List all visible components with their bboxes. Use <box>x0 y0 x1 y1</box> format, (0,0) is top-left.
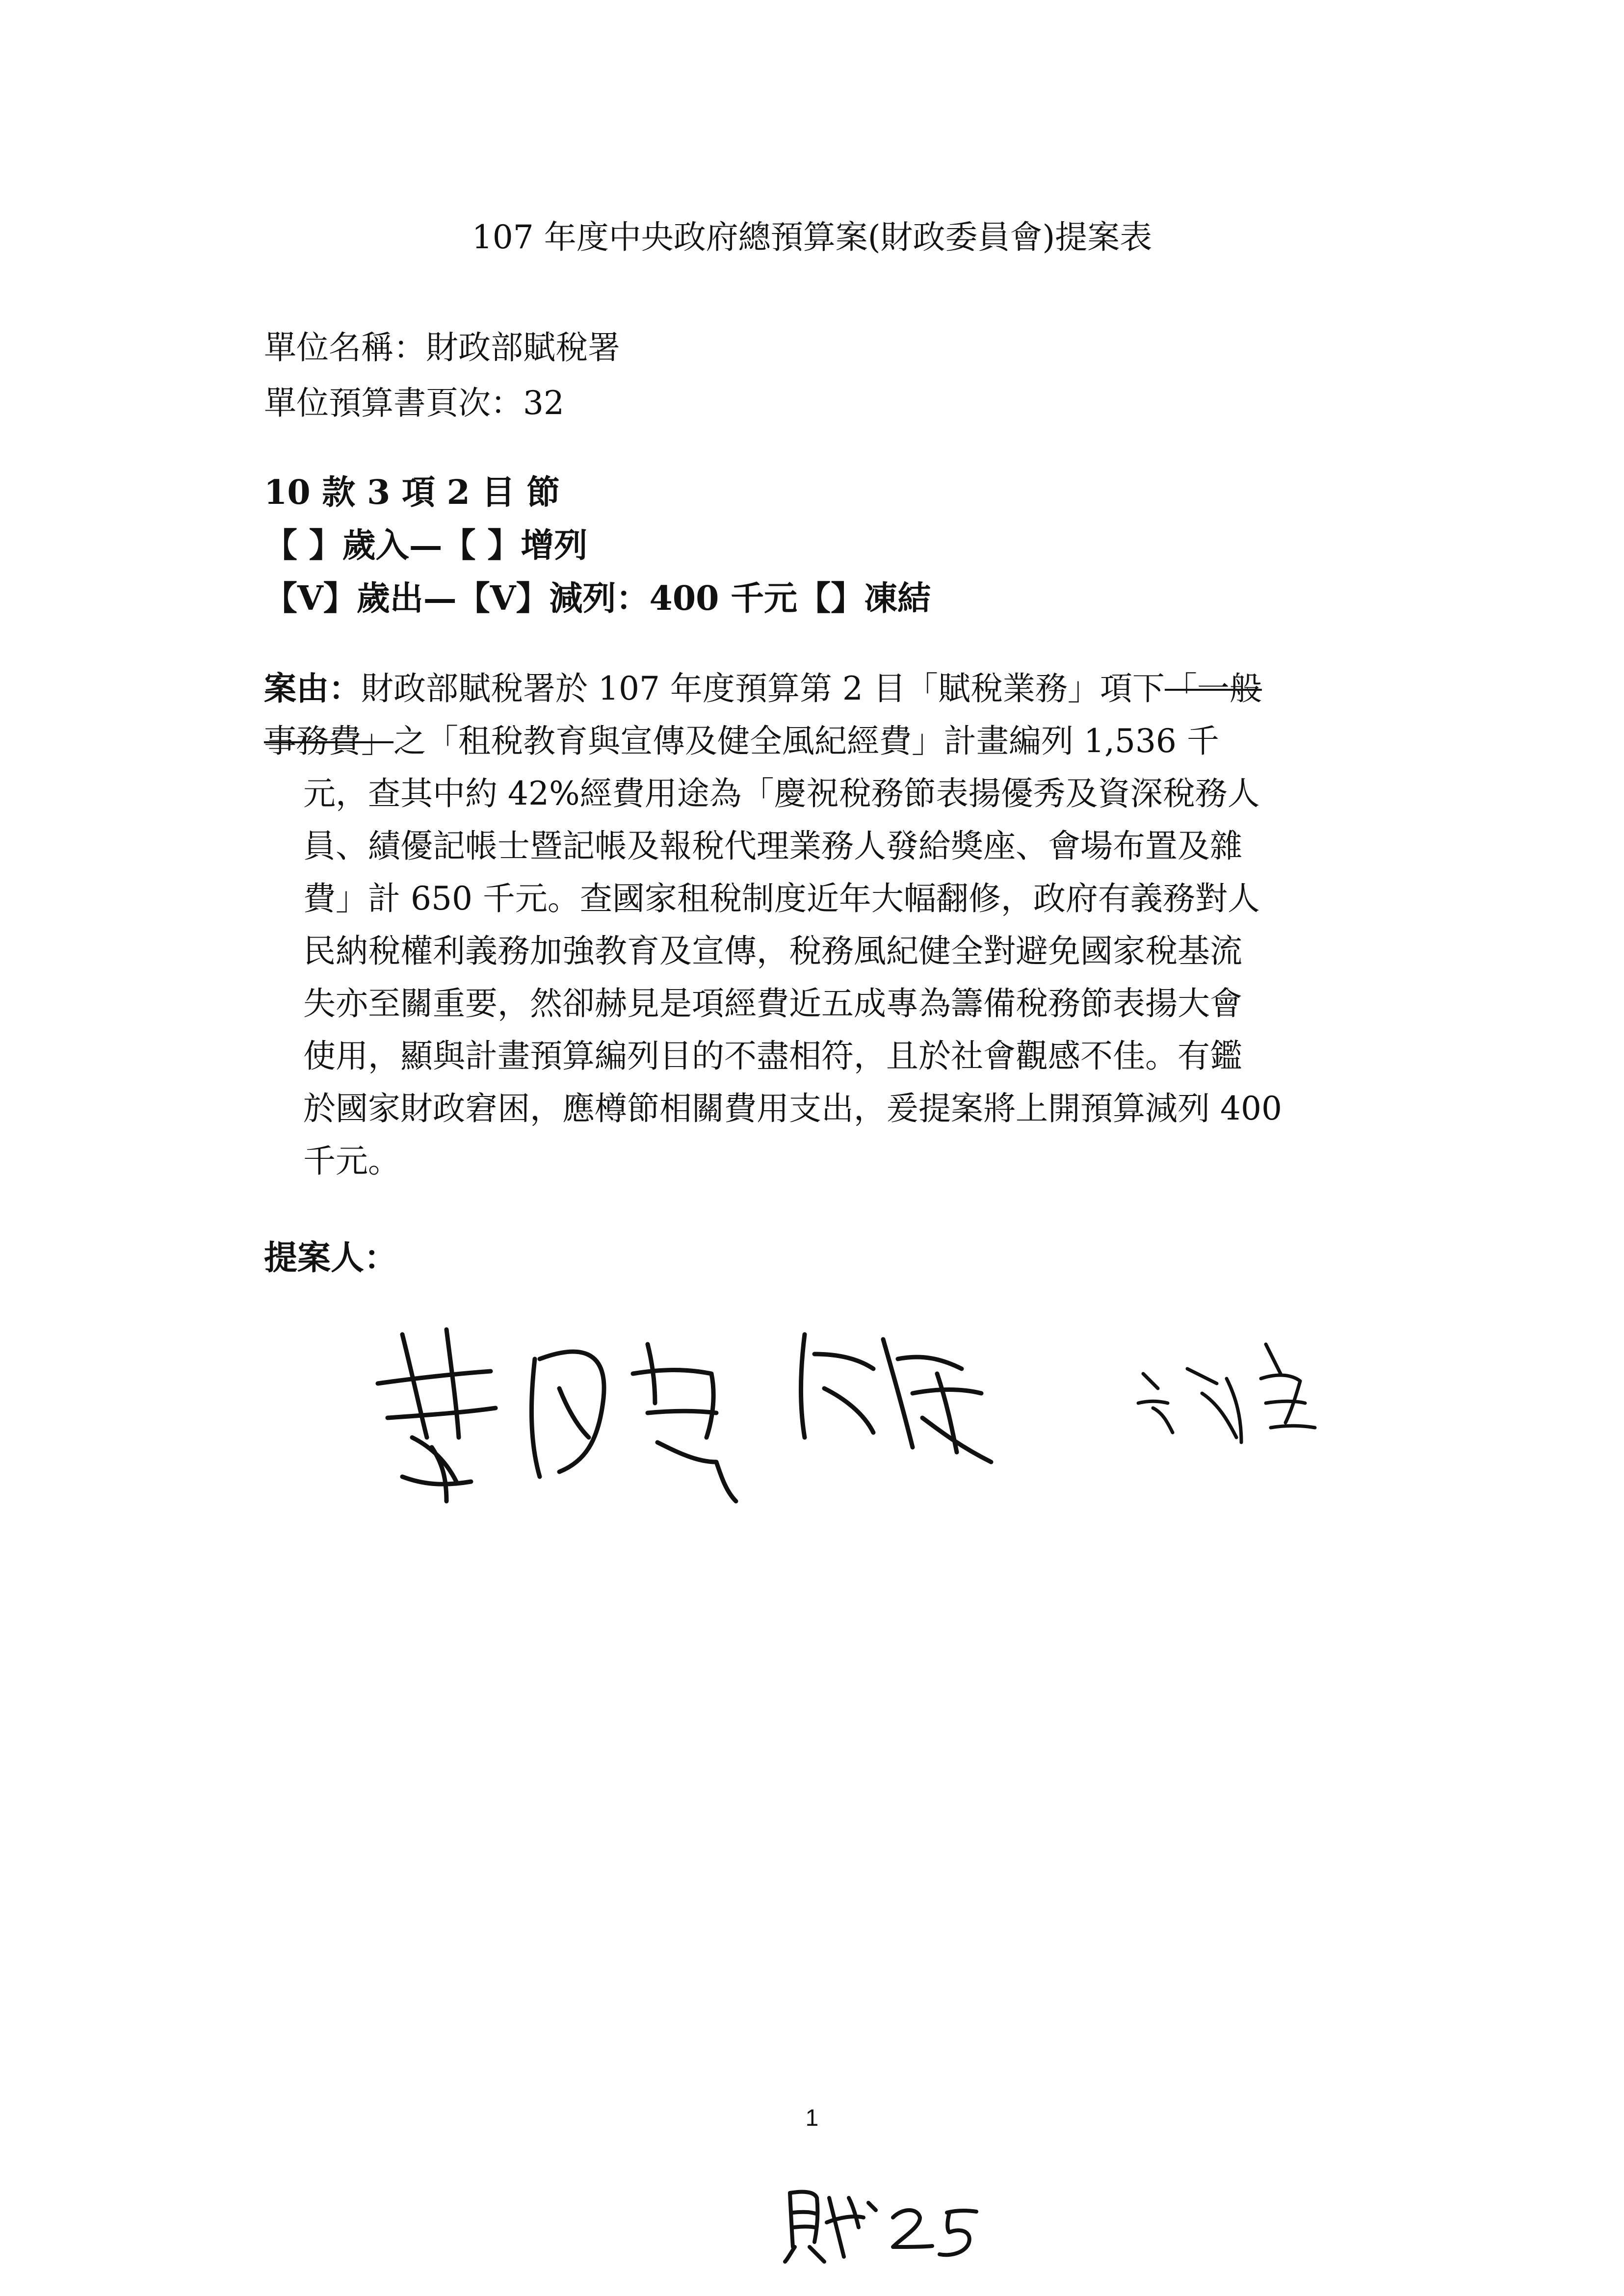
proposer-label: 提案人： <box>264 1238 398 1278</box>
unit-name: 單位名稱：財政部賦稅署 <box>264 329 620 366</box>
reason-line: 員、績優記帳士暨記帳及報稅代理業務人發給獎座、會場布置及雜 <box>303 827 1242 865</box>
reason-line: 費」計 650 千元。查國家租稅制度近年大幅翻修，政府有義務對人 <box>303 880 1260 917</box>
reason-line: 之「租稅教育與宣傳及健全風紀經費」計畫編列 1,536 千 <box>393 722 1219 760</box>
reason-line: 於國家財政窘困，應樽節相關費用支出，爰提案將上開預算減列 400 <box>303 1090 1282 1127</box>
reason-paragraph <box>264 662 1422 1187</box>
revenue-line: 【 】歲入—【 】增列 <box>264 526 588 565</box>
handwritten-mark <box>780 2178 986 2267</box>
handwritten-signatures <box>373 1315 1501 1521</box>
reason-heading: 案由： <box>264 669 361 707</box>
reason-line: 千元。 <box>303 1142 400 1180</box>
signature-4 <box>801 1334 992 1462</box>
budget-item-line: 10 款 3 項 2 目 節 <box>264 473 560 512</box>
signature-2 <box>531 1352 604 1477</box>
reason-line: 元，查其中約 42%經費用途為「慶祝稅務節表揚優秀及資深稅務人 <box>303 775 1260 812</box>
reason-line: 使用，顯與計畫預算編列目的不盡相符，且於社會觀感不佳。有鑑 <box>303 1037 1242 1075</box>
struck-text: 「一般 <box>1164 670 1262 707</box>
signature-5 <box>1138 1344 1315 1442</box>
signature-3 <box>633 1344 736 1501</box>
struck-text: 事務費」 <box>264 722 393 760</box>
budget-page-ref: 單位預算書頁次：32 <box>264 384 564 422</box>
reason-line: 財政部賦稅署於 107 年度預算第 2 目「賦稅業務」項下 <box>361 670 1165 707</box>
expense-line: 【V】歲出—【V】減列：400 千元【】凍結 <box>264 579 931 618</box>
document-title: 107 年度中央政府總預算案(財政委員會)提案表 <box>471 218 1153 256</box>
reason-line: 失亦至關重要，然卻赫見是項經費近五成專為籌備稅務節表揚大會 <box>303 985 1242 1022</box>
signature-1 <box>378 1330 496 1501</box>
page-number: 1 <box>805 2105 819 2131</box>
reason-line: 民納稅權利義務加強教育及宣傳，稅務風紀健全對避免國家稅基流 <box>303 932 1242 970</box>
